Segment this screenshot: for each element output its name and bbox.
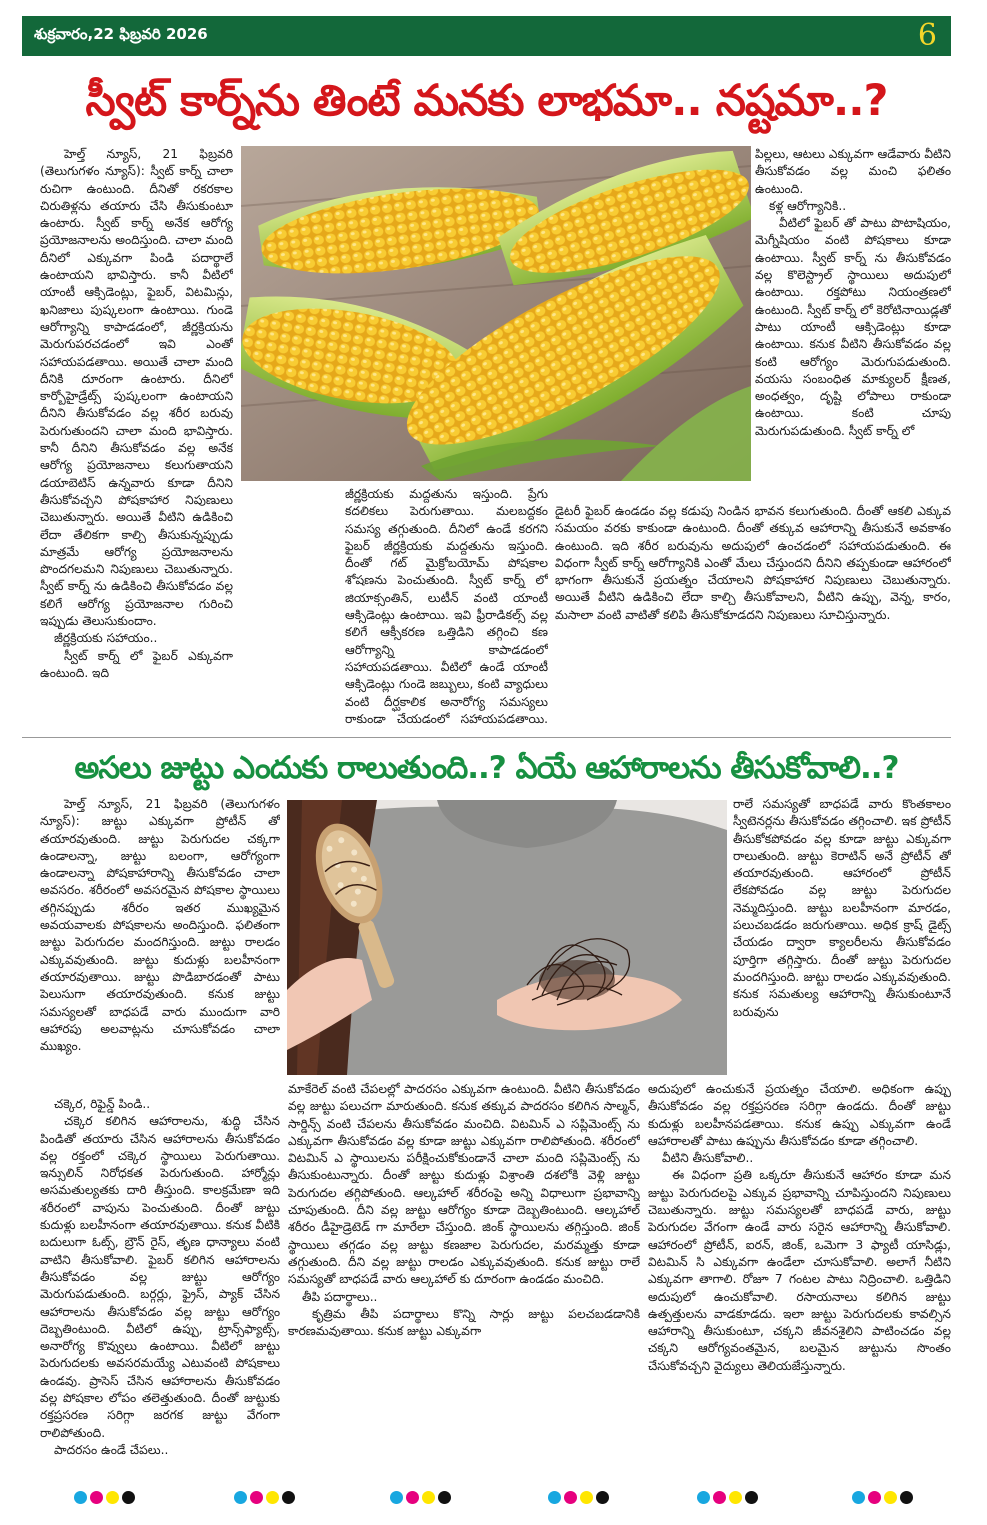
- article2-paragraph: మాకేరెల్ వంటి చేపలల్లో పాదరసం ఎక్కువగా ఉంటుంది. వీటిని తీసుకోవడం వల్ల జుట్టు పలుచగా మారుతుంది. కనుక తక్కువ పాదరసం కలిగిన సాల్మన్, సార్డిన్స్ వంటి చేపలను తీసుకోవడం మంచిది. విటమిన్ ఎ సప్లిమెంట్స్ ను ఎక్కువగా తీసుకోవడం వల్ల కూడా జుట్టు ఎక్కువగా రాలిపోతుంది. శరీరంలో విటమిన్ ఎ స్థాయిలను పరీక్షించుకోకుండానే చాలా మంది సప్లిమెంట్స్ ను తీసుకుంటున్నారు. దీంతో జుట్టు కుదుళ్లు విశ్రాంతి దశలోకి వెళ్లి జుట్టు పెరుగుదల తగ్గిపోతుంది. ఆల్కహాల్ శరీరంపై అన్ని విధాలుగా ప్రభావాన్ని చూపుతుంది. దీని వల్ల జుట్టు ఆరోగ్యం కూడా దెబ్బతింటుంది. ఆల్కహాల్ శరీరం డీహైడ్రెటెడ్ గా మారేలా చేస్తుంది. జింక్ స్థాయిలను తగ్గిస్తుంది. జింక్ స్థాయిలు తగ్గడం వల్ల జుట్టు కణజాల పెరుగుదల, మరమ్మత్తు కూడా తగ్గుతుంది. దీని వల్ల జుట్టు రాలడం ఎక్కువవుతుంది. కనుక జుట్టు రాలే సమస్యతో బాధపడే వారు ఆల్కహాల్ కు దూరంగా ఉండడం మంచిది.: [288, 1082, 640, 1287]
- article1-subheading: జీర్ణక్రియకు సహాయం..: [54, 631, 158, 646]
- article1-headline: స్వీట్ కార్న్‌ను తింటే మనకు లాభమా.. నష్టమా..?: [85, 76, 888, 126]
- article2-col1: [40, 796, 280, 1091]
- article2-headline: అసలు జుట్టు ఎందుకు రాలుతుంది..? ఏయే ఆహారాలను తీసుకోవాలి..?: [74, 750, 899, 786]
- article2-paragraph: ఈ విధంగా ప్రతి ఒక్కరూ తీసుకునే ఆహారం కూడా మన జుట్టు పెరుగుదలపై ఎక్కువ ప్రభావాన్ని చూపిస్తుందని నిపుణులు చెబుతున్నారు. జుట్టు సమస్యలతో బాధపడే వారు, జుట్టు పెరుగుదల వేగంగా ఉండే వారు సరైన ఆహారాన్ని తీసుకోవాలి. ఆహారంలో ప్రోటీన్, ఐరన్, జింక్, ఒమెగా 3 ఫ్యాటీ యాసిడ్లు, విటమిన్ సి ఎక్కువగా ఉండేలా చూసుకోవాలి. అలాగే నీటిని ఎక్కువగా తాగాలి. రోజూ 7 గంటల పాటు నిద్రించాలి. ఒత్తిడిని అదుపులో ఉంచుకోవాలి. రసాయనాలు కలిగిన జుట్టు ఉత్పత్తులను వాడకూడదు. ఇలా జుట్టు పెరుగుదలకు కావల్సిన ఆహారాన్ని తీసుకుంటూ, చక్కని జీవనశైలిని పాటించడం వల్ల చక్కని ఆరోగ్యవంతమైన, బలమైన జుట్టును సొంతం చేసుకోవచ్చని వైద్యులు తెలియజేస్తున్నారు.: [648, 1168, 951, 1373]
- article1-col3: [755, 146, 951, 501]
- article2-paragraph: చక్కెర కలిగిన ఆహారాలను, శుద్ధి చేసిన పిండితో తయారు చేసిన ఆహారాలను తీసుకోవడం వల్ల రక్తంలో చక్కెర స్థాయిలు పెరుగుతాయి. ఇన్సులిన్ నిరోధకత పెరుగుతుంది. హార్మోన్లు అసమతుల్యతకు దారి తీస్తుంది. కాలక్రమేణా ఇది శరీరంలో వాపును పెంచుతుంది. దీంతో జుట్టు కుదుళ్లు బలహీనంగా తయారవుతాయి. కనుక వీటికి బదులుగా ఓట్స్, బ్రౌన్ రైస్, తృణ ధాన్యాలు వంటి వాటిని తీసుకోవాలి. ఫైబర్ కలిగిన ఆహారాలను తీసుకోవడం వల్ల జుట్టు ఆరోగ్యం మెరుగుపడుతుంది. బర్గర్లు, ఫ్రైస్, ప్యాక్ చేసిన ఆహారాలను తీసుకోవడం వల్ల జుట్టు ఆరోగ్యం దెబ్బతింటుంది. వీటిలో ఉప్పు, ట్రాన్స్‌ఫ్యాట్స్, అనారోగ్య కొవ్వులు ఉంటాయి. వీటిలో జుట్టు పెరుగుదలకు అవసరమయ్యే ఎటువంటి పోషకాలు ఉండవు. ప్రాసెస్ చేసిన ఆహారాలను తీసుకోవడం వల్ల పోషకాల లోపం తలెత్తుతుంది. దీంతో జుట్టుకు రక్తప్రసరణ సరిగ్గా జరగక జుట్టు వేగంగా రాలిపోతుంది.: [40, 1114, 280, 1440]
- page-header: [22, 16, 951, 56]
- article2-paragraph: కృత్రిమ తీపి పదార్థాలు కొన్ని సార్లు జుట్టు పలచబడడానికి కారణమవుతాయి. కనుక జుట్టు ఎక్కువగా: [288, 1306, 640, 1339]
- hair-loss-photo: [287, 800, 727, 1075]
- issue-date: శుక్రవారం,22 ఫిబ్రవరి 2026: [34, 25, 208, 43]
- article2-paragraph: అదుపులో ఉంచుకునే ప్రయత్నం చేయాలి. అధికంగా ఉప్పు తీసుకోవడం వల్ల రక్తప్రసరణ సరిగ్గా ఉండదు. దీంతో జుట్టు కుదుళ్లు బలహీనపడతాయి. కనుక ఉప్పు ఎక్కువగా ఉండే ఆహారాలతో పాటు ఉప్పును తీసుకోవడం కూడా తగ్గించాలి.: [648, 1082, 951, 1148]
- article2-paragraph: రాలే సమస్యతో బాధపడే వారు కొంతకాలం స్వీటెనర్లను తీసుకోవడం తగ్గించాలి. ఇక ప్రోటీన్ తీసుకోకపోవడం వల్ల కూడా జుట్టు ఎక్కువగా రాలుతుంది. జుట్టు కెరాటిన్ అనే ప్రోటీన్ తో తయారవుతుంది. ఆహారంలో ప్రోటీన్ లేకపోవడం వల్ల జుట్టు పెరుగుదల నెమ్మదిస్తుంది. జుట్టు బలహీనంగా మారడం, పలుచబడడం జరుగుతాయి. అధిక క్రాష్ డైట్స్ చేయడం ద్వారా క్యాలరీలను తీసుకోవడం పూర్తిగా తగ్గిస్తారు. దీంతో జుట్టు పెరుగుదల మందగిస్తుంది. జుట్టు రాలడం ఎక్కువవుతుంది. కనుక సమతుల్య ఆహారాన్ని తీసుకుంటూనే బరువును: [733, 797, 951, 1019]
- article2-col2: [288, 1081, 640, 1456]
- article2-paragraph: హెల్త్ న్యూస్, 21 ఫిబ్రవరి (తెలుగుగళం న్యూస్): జుట్టు ఎక్కువగా ప్రోటీన్ తో తయారవుతుంది. జుట్టు పెరుగుదల చక్కగా ఉండాలన్నా, జుట్టు బలంగా, ఆరోగ్యంగా ఉండాలన్నా పోషకాహారాన్ని తీసుకోవడం చాలా అవసరం. శరీరంలో అవసరమైన పోషకాల స్థాయిలు తగ్గినప్పుడు శరీరం ఇతర ముఖ్యమైన అవయవాలకు పోషకాలను అందిస్తుంది. ఫలితంగా జుట్టు పెరుగుదల మందగిస్తుంది. జుట్టు రాలడం ఎక్కువవుతుంది. జుట్టు కుదుళ్లు బలహీనంగా తయారవుతాయి. జుట్టు పొడిబారడంతో పాటు పెలుసుగా తయారవుతుంది. కనుక జుట్టు సమస్యలతో బాధపడే వారు ముందుగా వారి ఆహారపు అలవాట్లను చూసుకోవడం చాలా ముఖ్యం.: [40, 797, 280, 1054]
- article1-paragraph: వీటిలో ఫైబర్ తో పాటు పొటాషియం, మెగ్నీషియం వంటి పోషకాలు కూడా ఉంటాయి. స్వీట్ కార్న్ ను తీసుకోవడం వల్ల కొలెస్ట్రాల్ స్థాయిలు అదుపులో ఉంటాయి. రక్తపోటు నియంత్రణలో ఉంటుంది. స్వీట్ కార్న్ లో కెరోటినాయిడ్లతో పాటు యాంటీ ఆక్సిడెంట్లు కూడా ఉంటాయి. కనుక వీటిని తీసుకోవడం వల్ల కంటి ఆరోగ్యం మెరుగుపడుతుంది. వయసు సంబంధిత మాక్యులర్ క్షీణత, అంధత్వం, దృష్టి లోపాలు రాకుండా ఉంటాయి. కంటి చూపు మెరుగుపడుతుంది. స్వీట్ కార్న్ లో: [755, 216, 951, 438]
- article1-col4: [555, 503, 951, 726]
- section-divider: [22, 737, 951, 738]
- page-number: 6: [917, 18, 937, 53]
- sweet-corn-photo: [241, 146, 751, 481]
- article2-col4: [648, 1081, 951, 1456]
- article1-paragraph: జీర్ణక్రియకు మద్దతును ఇస్తుంది. ప్రేగు కదలికలు పెరుగుతాయి. మలబద్దకం సమస్య తగ్గుతుంది. దీనిలో ఉండే కరగని ఫైబర్ జీర్ణక్రియకు మద్దతును ఇస్తుంది. దీంతో గట్ మైక్రోబయోమ్ పోషకాల శోషణను పెంచుతుంది. స్వీట్ కార్న్ లో జియాక్సంతిన్, లుటీన్ వంటి యాంటీ ఆక్సిడెంట్లు ఉంటాయి. ఇవి ఫ్రీరాడికల్స్ వల్ల కలిగే ఆక్సీకరణ ఒత్తిడిని తగ్గించి కణ ఆరోగ్యాన్ని కాపాడడంలో సహాయపడతాయి. వీటిలో ఉండే యాంటీ ఆక్సిడెంట్లు గుండె జబ్బులు, కంటి వ్యాధులు వంటి దీర్ఘకాలిక అనారోగ్య సమస్యలు రాకుండా చేయడంలో సహాయపడతాయి.: [345, 487, 548, 726]
- registration-dots: [852, 1491, 913, 1505]
- article1-paragraph: పిల్లలు, ఆటలు ఎక్కువగా ఆడేవారు వీటిని తీసుకోవడం వల్ల మంచి ఫలితం ఉంటుంది.: [755, 147, 951, 196]
- article2-subheading: పాదరసం ఉండే చేపలు..: [54, 1442, 169, 1456]
- registration-dots: [548, 1491, 609, 1505]
- registration-dots: [234, 1491, 295, 1505]
- article2-col1-lower: [40, 1096, 280, 1456]
- article1-paragraph: డైటరీ ఫైబర్ ఉండడం వల్ల కడుపు నిండిన భావన కలుగుతుంది. దీంతో ఆకలి ఎక్కువ సమయం వరకు కాకుండా ఉంటుంది. దీంతో తక్కువ ఆహారాన్ని తీసుకునే అవకాశం ఉంటుంది. ఇది శరీర బరువును అదుపులో ఉంచడంలో సహాయపడుతుంది. ఈ విధంగా స్వీట్ కార్న్ ఆరోగ్యానికి ఎంతో మేలు చేస్తుందని దీనిని తప్పకుండా ఆహారంలో భాగంగా తీసుకునే ప్రయత్నం చేయాలని పోషకాహార నిపుణులు చెబుతున్నారు. అయితే వీటిని ఉడికించి లేదా కాల్చి తీసుకోవాలని, వీటిని ఉప్పు, వెన్న, కారం, మసాలా వంటి వాటితో కలిపి తీసుకోకూడదని నిపుణులు సూచిస్తున్నారు.: [555, 504, 951, 622]
- registration-dots: [390, 1491, 451, 1505]
- article1-col2: [345, 486, 548, 726]
- article1-paragraph: హెల్త్ న్యూస్, 21 ఫిబ్రవరి (తెలుగుగళం న్యూస్): స్వీట్ కార్న్ చాలా రుచిగా ఉంటుంది. దీనితో రకరకాల చిరుతిళ్లను తయారు చేసి తీసుకుంటూ ఉంటారు. స్వీట్ కార్న్ అనేక ఆరోగ్య ప్రయోజనాలను అందిస్తుంది. చాలా మంది దీనిలో ఎక్కువగా పిండి పదార్థాలే ఉంటాయని భావిస్తారు. కానీ వీటిలో యాంటీ ఆక్సిడెంట్లు, ఫైబర్, విటమిన్లు, ఖనిజాలు పుష్కలంగా ఉంటాయి. గుండె ఆరోగ్యాన్ని కాపాడడంలో, జీర్ణక్రియను మెరుగుపరచడంలో ఇవి ఎంతో సహాయపడతాయి. అయితే చాలా మంది దీనికి దూరంగా ఉంటారు. దీనిలో కార్బోహైడ్రేట్స్ పుష్కలంగా ఉంటాయని దీనిని తీసుకోవడం వల్ల శరీర బరువు పెరుగుతుందని చాలా మంది భావిస్తారు. కానీ దీనిని తీసుకోవడం వల్ల అనేక ఆరోగ్య ప్రయోజనాలు కలుగుతాయని డయాబెటిస్ ఉన్నవారు కూడా దీనిని తీసుకోవచ్చని పోషకాహార నిపుణులు చెబుతున్నారు. అయితే వీటిని ఉడికించి లేదా తేలికగా కాల్చి తీసుకున్నప్పుడు మాత్రమే ఆరోగ్య ప్రయోజనాలను పొందగలమని నిపుణులు చెబుతున్నారు. స్వీట్ కార్న్ ను ఉడికించి తీసుకోవడం వల్ల కలిగే ఆరోగ్య ప్రయోజనాల గురించి ఇప్పుడు తెలుసుకుందాం.: [40, 147, 233, 629]
- article2-col3: [733, 796, 951, 1081]
- article1-col1: [40, 146, 233, 726]
- article2-subheading: తీపి పదార్థాలు..: [302, 1289, 378, 1304]
- registration-dots: [697, 1491, 758, 1505]
- registration-dots: [74, 1491, 135, 1505]
- article2-subheading: వీటిని తీసుకోవాలి..: [662, 1151, 754, 1166]
- article1-subheading: కళ్ల ఆరోగ్యానికి..: [769, 198, 847, 213]
- article1-paragraph: స్వీట్ కార్న్ లో ఫైబర్ ఎక్కువగా ఉంటుంది. ఇది: [40, 648, 233, 680]
- article2-subheading: చక్కెర, రిఫైన్డ్ పిండి..: [54, 1097, 151, 1111]
